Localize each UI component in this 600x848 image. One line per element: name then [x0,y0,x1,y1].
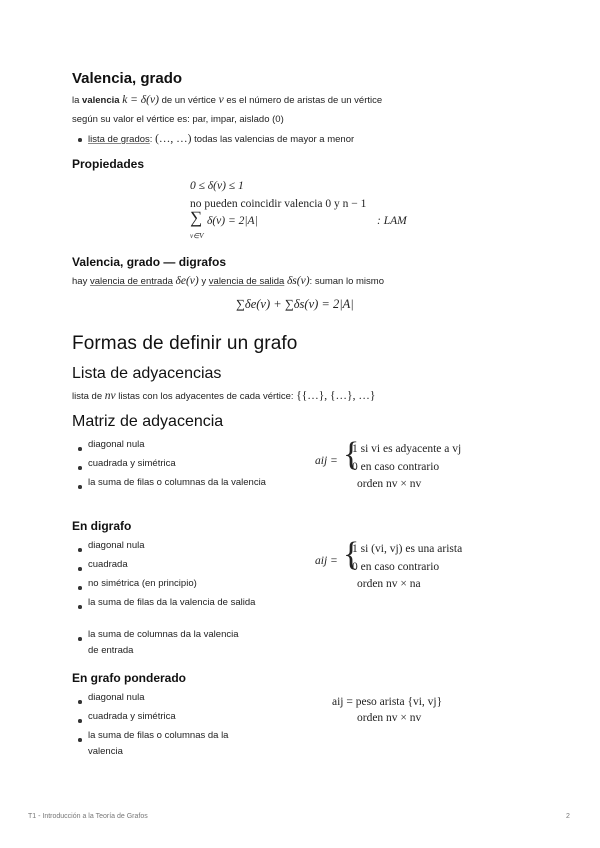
list-item: la suma de filas o columnas da la valencia [88,477,266,488]
digrafo-case-1: 1 si (vi, vj) es una arista [352,543,463,555]
matriz-case-2: 0 en caso contrario [352,461,440,473]
list-item: la suma de filas da la valencia de salida [88,597,256,608]
section-title-formas: Formas de definir un grafo [72,333,298,354]
ponderado-eq: aij = peso arista {vi, vj} [332,696,443,708]
prop-eq-3-sub: v∈V [190,232,204,240]
valencia-definition: la valencia k = δ(v) de un vértice v es el número de aristas de un vértice [72,94,383,106]
left-brace-icon: { [343,536,360,573]
list-item: diagonal nula [88,540,145,551]
bullet-dot [78,138,82,142]
bullet-dot [78,466,82,470]
ponderado-orden: orden nv × nv [357,712,422,724]
section-title-lista-adyacencias: Lista de adyacencias [72,365,222,382]
bullet-dot [78,447,82,451]
digrafo-case-2: 0 en caso contrario [352,561,440,573]
list-item: diagonal nula [88,692,145,703]
bullet-dot [78,700,82,704]
lista-grados-link[interactable]: lista de grados [88,134,150,145]
bullet-dot [78,586,82,590]
list-item: no simétrica (en principio) [88,578,197,589]
section-title-digrafos: Valencia, grado — digrafos [72,255,227,269]
section-title-valencia: Valencia, grado [72,70,183,87]
prop-eq-3-tag: : LAM [377,215,407,227]
bullet-dot [78,719,82,723]
bullet-dot [78,637,82,641]
list-item: cuadrada y simétrica [88,458,176,469]
list-item: diagonal nula [88,439,145,450]
lista-adyacencias-text: lista de nv listas con los adyacentes de cada vértice: {{…}, {…}, …} [72,390,376,402]
bullet-dot [78,605,82,609]
bullet-dot [78,567,82,571]
list-item: la suma de filas o columnas da la valencia [88,730,229,757]
digrafos-equation: ∑δe(v) + ∑δs(v) = 2|A| [236,297,354,311]
valencia-salida-link[interactable]: valencia de salida [208,276,285,287]
prop-eq-3-sigma: ∑ [190,208,203,227]
matriz-case-1: 1 si vi es adyacente a vj [352,443,462,455]
section-title-matriz: Matriz de adyacencia [72,413,224,430]
section-title-propiedades: Propiedades [72,157,145,171]
list-item: cuadrada [88,559,128,570]
bullet-dot [78,485,82,489]
footer-title: T1 - Introducción a la Teoría de Grafos [28,813,148,820]
bullet-dot [78,548,82,552]
left-brace-icon: { [343,436,360,473]
bullet-dot [78,738,82,742]
digrafo-aij: aij = [315,555,338,567]
section-title-ponderado: En grafo ponderado [72,671,186,685]
digrafo-orden: orden nv × na [357,578,421,590]
digrafos-text: hay valencia de entrada δe(v) y valencia de salida δs(v): suman lo mismo [72,275,384,287]
prop-eq-1: 0 ≤ δ(v) ≤ 1 [190,180,244,192]
matriz-aij: aij = [315,455,338,467]
matriz-orden: orden nv × nv [357,478,422,490]
list-item: cuadrada y simétrica [88,711,176,722]
section-title-en-digrafo: En digrafo [72,519,132,533]
page-number: 2 [566,813,570,820]
lista-grados-item: lista de grados: (…, …) todas las valencias de mayor a menor [88,133,355,145]
prop-eq-2: no pueden coincidir valencia 0 y n − 1 [190,198,367,210]
valencia-parity-text: según su valor el vértice es: par, impar, aislado (0) [72,114,284,125]
valencia-entrada-link[interactable]: valencia de entrada [89,276,173,287]
list-item: la suma de columnas da la valencia de entrada [88,629,239,656]
prop-eq-3-rhs: δ(v) = 2|A| [207,215,258,227]
